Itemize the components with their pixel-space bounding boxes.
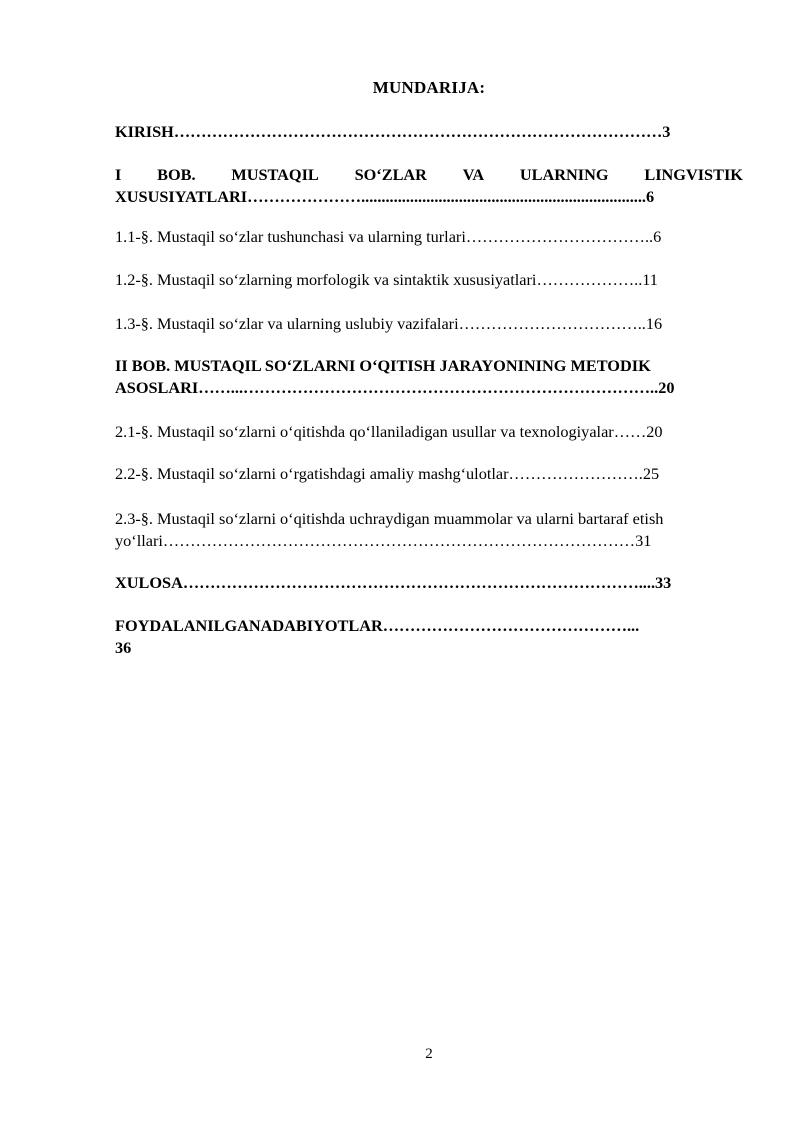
toc-entry-section-2-1: 2.1-§. Mustaqil so‘zlarni o‘qitishda qo‘llaniladigan usullar va texnologiyalar……20 (115, 422, 663, 441)
references-line-1: FOYDALANILGANADABIYOTLAR………………………………………... (115, 616, 640, 635)
chapter-1-title-line (115, 164, 743, 186)
references-line-2: 36 (115, 638, 132, 657)
chapter-1-word: ULARNING (519, 165, 609, 184)
toc-entry-section-1-1: 1.1-§. Mustaqil so‘zlar tushunchasi va ularning turlari……………………………..6 (115, 227, 662, 246)
chapter-2-title-line-2: ASOSLARI……...…………………………………………………………………..20 (115, 378, 675, 397)
toc-entry-kirish: KIRISH………………………………………………………………………………3 (115, 122, 671, 141)
section-2-3-line-1: 2.3-§. Mustaqil so‘zlarni o‘qitishda uchraydigan muammolar va ularni bartaraf etish (115, 509, 664, 528)
toc-entry-references (115, 615, 743, 659)
toc-entry-chapter-1 (115, 164, 743, 208)
chapter-1-word: I (115, 165, 122, 184)
toc-entry-section-2-3 (115, 508, 743, 552)
chapter-2-title-line: II BOB. MUSTAQIL SO‘ZLARNI O‘QITISH JARAYONINING METODIK (115, 356, 651, 375)
toc-entry-section-1-3: 1.3-§. Mustaqil so‘zlar va ularning uslubiy vazifalari……………………………..16 (115, 314, 663, 333)
toc-entry-chapter-2 (115, 355, 743, 399)
toc-entry-xulosa: XULOSA…………………………………………………………………………....33 (115, 573, 672, 592)
toc-title: MUNDARIJA: (372, 78, 486, 97)
chapter-1-word: BOB. (157, 165, 196, 184)
section-2-3-line-2: yo‘llari……………………………………………………………………………31 (115, 531, 652, 550)
chapter-1-word: SO‘ZLAR (354, 165, 427, 184)
toc-entry-section-1-2: 1.2-§. Mustaqil so‘zlarning morfologik va sintaktik xususiyatlari………………..11 (115, 270, 658, 289)
page-number: 2 (425, 1046, 433, 1062)
chapter-1-word: MUSTAQIL (231, 165, 319, 184)
chapter-1-word: VA (462, 165, 485, 184)
chapter-1-title-line-2: XUSUSIYATLARI…………………......................................................................6 (115, 187, 655, 206)
toc-entry-section-2-2: 2.2-§. Mustaqil so‘zlarni o‘rgatishdagi amaliy mashg‘ulotlar…………………….25 (115, 464, 660, 483)
chapter-1-word: LINGVISTIK (644, 165, 743, 184)
